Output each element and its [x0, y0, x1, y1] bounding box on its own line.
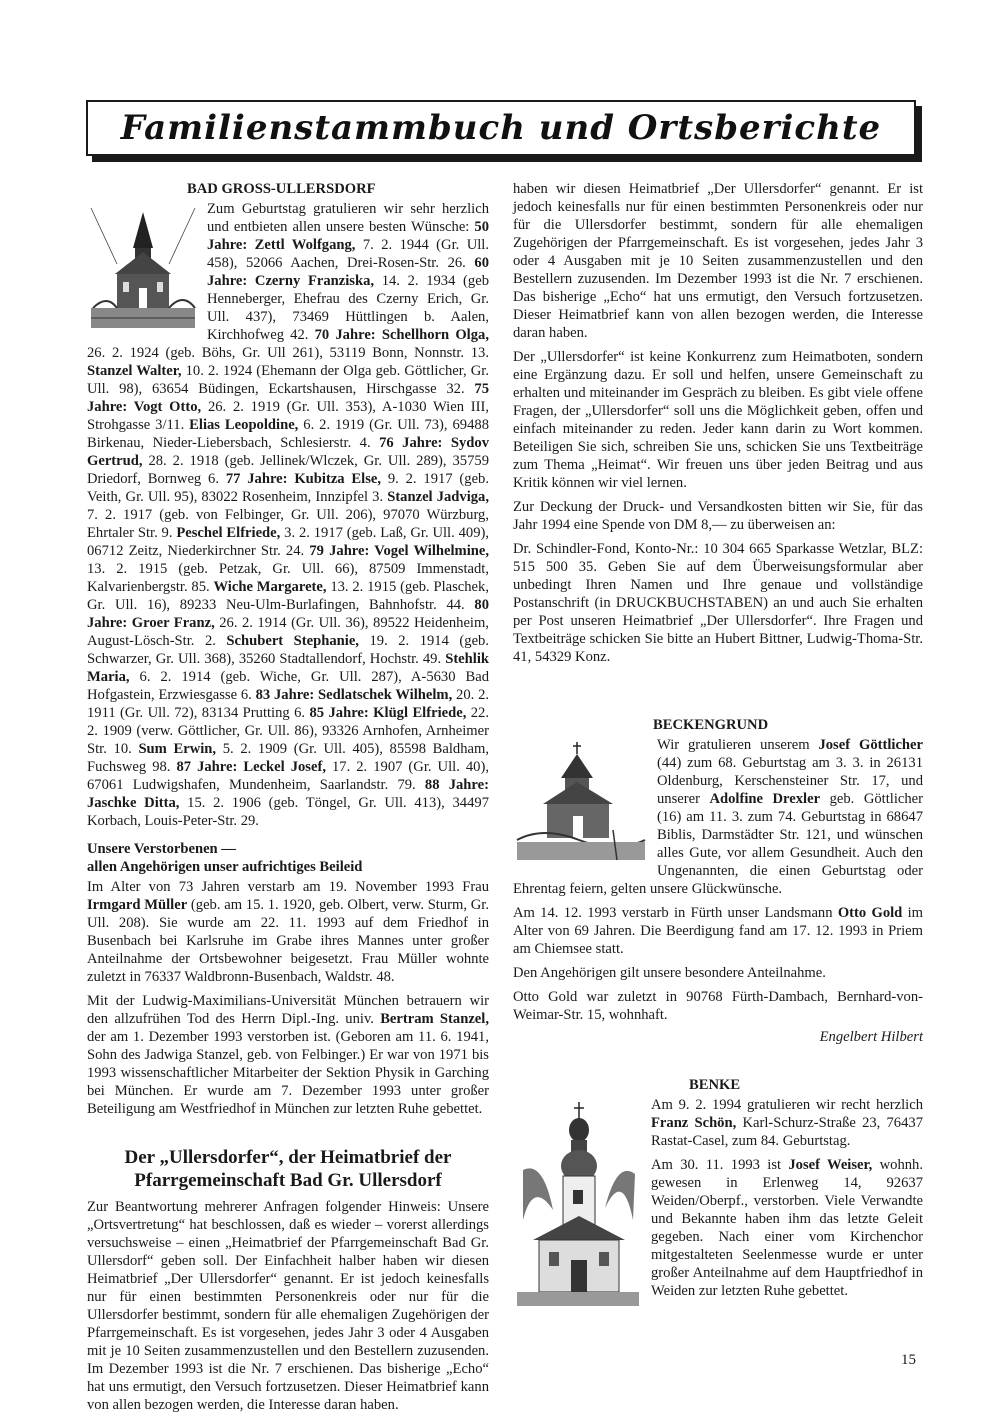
- birthday-details: 3. 2. 1917 (geb. Laß, Gr. Ull. 409), 06712 Zeitz, Niederkirchner Str. 24.: [87, 525, 490, 559]
- page-title: Familienstammbuch und Ortsberichte: [120, 108, 882, 148]
- obituary-heading-line1: Unsere Verstorbenen —: [87, 841, 236, 857]
- birthday-name: Stanzel Walter,: [87, 363, 182, 379]
- heimatbrief-paragraph-2: Der „Ullersdorfer“ ist keine Konkurrenz zum Heimatboten, sondern eine Ergänzung dazu. Er soll und helfen, unsere Gemeinschaft zu erhalten und miteinander im Gespräch zu bleiben. Es gibt viele offene Fragen, der „Ullersdorfer“ soll uns die Möglichkeit geben, offen und einfach miteinander zu reden. Jeder kann darin zu Wort kommen. Beteiligen Sie sich, schreiben Sie uns, schicken Sie uns Textbeiträge zum Thema „Heimat“. Wir freuen uns über jeden Beitrag und aus Kritik können wir viel lernen.: [513, 349, 923, 491]
- birthday-details: 15. 2. 1906 (geb. Töngel, Gr. Ull. 413), 34497 Korbach, Louis-Peter-Str. 29.: [87, 795, 489, 829]
- person-name: Josef Göttlicher: [818, 737, 923, 753]
- birthday-name: 50 Jahre: Zettl Wolfgang,: [207, 219, 489, 253]
- right-column: [513, 180, 924, 1299]
- birthday-details: 17. 2. 1907 (Gr. Ull. 40), 67061 Ludwigshafen, Mundenheim, Saarlandstr. 79.: [87, 759, 489, 793]
- birthday-name: 70 Jahre: Schellhorn Olga,: [314, 327, 489, 343]
- person-name: Otto Gold: [837, 905, 903, 921]
- birthday-details: 7. 2. 1917 (geb. von Felbinger, Gr. Ull. 206), 97070 Würzburg, Ehrtaler Str. 9.: [87, 507, 489, 541]
- text: Im Alter von 73 Jahren verstarb am 19. November 1993 Frau: [87, 879, 489, 895]
- header-banner: [86, 100, 916, 156]
- page-number: 15: [901, 1352, 916, 1368]
- birthday-name: 87 Jahre: Leckel Josef,: [176, 759, 326, 775]
- birthday-name: Stanzel Jadviga,: [387, 489, 489, 505]
- church-tower-illustration: [513, 1100, 643, 1310]
- birthday-name: Schubert Stephanie,: [226, 633, 359, 649]
- birthday-details: 5. 2. 1909 (Gr. Ull. 405), 85598 Baldham, Fuchsweg 98.: [87, 741, 490, 775]
- text: im Alter von 69 Jahren. Die Beerdigung fand am 17. 12. 1993 in Priem am Chiemsee statt.: [513, 905, 924, 957]
- obituary-heading: [87, 840, 489, 876]
- beckengrund-paragraph-4: Otto Gold war zuletzt in 90768 Fürth-Dambach, Bernhard-von-Weimar-Str. 15, wohnhaft.: [513, 989, 923, 1023]
- birthday-name: 77 Jahre: Kubitza Else,: [225, 471, 382, 487]
- birthday-details: 28. 2. 1918 (geb. Jellinek/Wlczek, Gr. Ull. 289), 35759 Driedorf, Bornweg 6.: [87, 453, 489, 487]
- birthday-details: 13. 2. 1915 (geb. Petzak, Gr. Ull. 66), 87509 Immenstadt, Kalvarienbergstr. 85.: [87, 561, 489, 595]
- birthday-details: 9. 2. 1917 (geb. Veith, Gr. Ull. 95), 83022 Rosenheim, Innzipfel 3.: [87, 471, 489, 505]
- text: Wir gratulieren unserem: [657, 737, 819, 753]
- beckengrund-paragraph-3: Den Angehörigen gilt unsere besondere Anteilnahme.: [513, 965, 826, 981]
- section-heading-bad-gross-ullersdorf: BAD GROSS-ULLERSDORF: [187, 181, 376, 197]
- text: (44) zum 68. Geburtstag am 3. 3. in 26131 Oldenburg, Kerschensteiner Str. 17, und unserer: [657, 755, 923, 807]
- text: (geb. am 15. 1. 1920, geb. Olbert, verw. Sturm, Gr. Ull. 208). Sie wurde am 22. 11. 1993 auf dem Friedhof in Busenbach bei Karlsruhe im Grabe ihres Mannes unter großer Anteilnahme der Ortsbewohner beigesetzt. Frau Müller wohnte zuletzt in 76337 Waldbronn-Busenbach, Waldstr. 48.: [87, 897, 489, 985]
- text: Mit der Ludwig-Maximilians-Universität München betrauern wir den allzufrühen Tod des Herrn Dipl.-Ing. univ.: [87, 993, 489, 1027]
- birthday-name: Wiche Margarete,: [213, 579, 327, 595]
- birthday-name: 79 Jahre: Vogel Wilhelmine,: [309, 543, 490, 559]
- text: geb. Göttlicher (16) am 11. 3. zum 74. Geburtstag in 68647 Biblis, Darmstädter Str. 121, und wünschen alles Gute, vor allem Gesundheit. Auch den Ungenannten, die einen Geburtstag oder Ehrentag feiern, gelten unsere Glückwünsche.: [513, 791, 923, 897]
- obituary-heading-line2: allen Angehörigen unser aufrichtiges Beileid: [87, 859, 363, 875]
- birthday-details: 26. 2. 1924 (geb. Böhs, Gr. Ull 261), 53119 Bonn, Nonnstr. 13.: [87, 345, 489, 361]
- person-name: Josef Weiser,: [788, 1157, 873, 1173]
- text: wohnh. gewesen in Erlenweg 14, 92637 Weiden/Oberpf., verstorben. Viele Verwandte und Bekannte haben ihm das letzte Geleit gegeben. Nach einer vom Kirchenchor mitgestalteten Seelenmesse wurde er unter großer Anteilnahme auf dem Hauptfriedhof in Weiden zur letzten Ruhe gebettet.: [651, 1157, 923, 1299]
- person-name: Bertram Stanzel,: [380, 1011, 489, 1027]
- birthday-details: 22. 2. 1909 (verw. Göttlicher, Gr. Ull. 86), 93326 Arnhofen, Arnheimer Str. 10.: [87, 705, 489, 757]
- text: Am 9. 2. 1994 gratulieren wir recht herzlich: [651, 1097, 923, 1113]
- intro-text: Zum Geburtstag gratulieren wir sehr herzlich und entbieten allen unsere besten Wünsche:: [207, 201, 489, 235]
- birthday-details: 19. 2. 1914 (geb. Schwarzer, Gr. Ull. 368), 35260 Stadtallendorf, Hochstr. 49.: [87, 633, 489, 667]
- birthday-name: Peschel Elfriede,: [176, 525, 281, 541]
- birthday-details: 7. 2. 1944 (Gr. Ull. 458), 52066 Aachen, Drei-Rosen-Str. 26.: [207, 237, 489, 271]
- church-illustration: [87, 204, 199, 332]
- birthday-details: 6. 2. 1919 (Gr. Ull. 73), 69488 Birkenau, Nieder-Liebersbach, Schlesierstr. 4.: [87, 417, 489, 451]
- birthday-name: Stehlik Maria,: [87, 651, 489, 685]
- heimatbrief-paragraph-3: Zur Deckung der Druck- und Versandkosten bitten wir Sie, für das Jahr 1994 eine Spende von DM 8,— zu überweisen an:: [513, 499, 923, 533]
- chapel-illustration: [513, 740, 649, 864]
- benke-section: [513, 1076, 923, 1312]
- birthday-name: 83 Jahre: Sedlatschek Wilhelm,: [255, 687, 453, 703]
- birthday-name: Elias Leopoldine,: [189, 417, 299, 433]
- text: Karl-Schurz-Straße 23, 76437 Rastat-Casel, zum 84. Geburtstag.: [651, 1115, 923, 1149]
- text: Am 14. 12. 1993 verstarb in Fürth unser Landsmann: [513, 905, 838, 921]
- birthday-details: 10. 2. 1924 (Ehemann der Olga geb. Göttlicher, Gr. Ull. 98), 63654 Büdingen, Eckartshausen, Hirschgasse 32.: [87, 363, 489, 397]
- obituary-paragraph: [87, 992, 489, 1118]
- birthday-details: 6. 2. 1914 (geb. Wiche, Gr. Ull. 287), A-5630 Bad Hofgastein, Erzwiesgasse 6.: [87, 669, 489, 703]
- birthday-name: 60 Jahre: Czerny Franziska,: [207, 255, 489, 289]
- beckengrund-section: [513, 716, 923, 1046]
- person-name: Franz Schön,: [651, 1115, 737, 1131]
- section-heading-benke: BENKE: [689, 1077, 741, 1093]
- text: Am 30. 11. 1993 ist: [651, 1157, 789, 1173]
- beckengrund-paragraph-2: [513, 904, 923, 958]
- birthday-name: 85 Jahre: Klügl Elfriede,: [309, 705, 467, 721]
- birthday-name: 88 Jahre: Jaschke Ditta,: [87, 777, 489, 811]
- left-column: [87, 180, 490, 1413]
- section-heading-beckengrund: BECKENGRUND: [653, 717, 769, 733]
- birthday-details: 20. 2. 1911 (Gr. Ull. 72), 83134 Prutting 6.: [87, 687, 490, 721]
- person-name: Irmgard Müller: [87, 897, 188, 913]
- birthday-name: 76 Jahre: Sydov Gertrud,: [87, 435, 489, 469]
- obituary-paragraph: [87, 878, 489, 986]
- heimatbrief-paragraph-1: Zur Beantwortung mehrerer Anfragen folgender Hinweis: Unsere „Ortsvertretung“ hat beschlossen, daß es wieder – vorerst allerdings versuchsweise – einen „Heimatbrief der Pfarrgemeinschaft Bad Gr. Ullersdorf“ geben soll. Der Einfachheit halber haben wir diesen Heimatbrief „Der Ullersdorfer“ genannt. Er ist jedoch keinesfalls nur für einen bestimmten Personenkreis oder nur für die Ullersdorfer bestimmt, sondern für alle ehemaligen Zugehörigen der Pfarrgemeinschaft. Es ist vorgesehen, jedes Jahr 3 oder 4 Ausgaben mit je 10 Seiten zusammenzustellen und den Bestellern zuzusenden. Im Dezember 1993 ist die Nr. 7 erschienen. Das bisherige „Echo“ hat uns ermutigt, den Versuch fortzusetzen. Dieser Heimatbrief kann von allen bezogen werden, die Interesse daran haben.: [87, 1199, 489, 1413]
- birthday-details: 13. 2. 1915 (geb. Plaschek, Gr. Ull. 16), 89233 Neu-Ulm-Burlafingen, Bahnhofstr. 44.: [87, 579, 489, 613]
- heimatbrief-paragraph-4: Dr. Schindler-Fond, Konto-Nr.: 10 304 665 Sparkasse Wetzlar, BLZ: 515 500 35. Geben Sie auf dem Überweisungsformular aber unbedingt Ihren Namen und Ihre genaue und vollständige Postanschrift (in DRUCKBUCHSTABEN) an und auch Sie erhalten per Post unseren Heimatbrief „Der Ullersdorfer“. Ihre Fragen und Textbeiträge schicken Sie bitte an Hubert Bittner, Ludwig-Thoma-Str. 41, 54329 Konz.: [513, 541, 923, 665]
- birthday-name: 75 Jahre: Vogt Otto,: [87, 381, 489, 415]
- article-title-heimatbrief: Der „Ullersdorfer“, der Heimatbrief der Pfarrgemeinschaft Bad Gr. Ullersdorf: [124, 1147, 452, 1191]
- birthday-details: 14. 2. 1934 (geb Henneberger, Ehefrau des Czerny Erich, Gr. Ull. 437), 73469 Hüttlingen b. Aalen, Kirchhofweg 42.: [207, 273, 489, 343]
- heimatbrief-continued: haben wir diesen Heimatbrief „Der Ullersdorfer“ genannt. Er ist jedoch keinesfalls nur für einen bestimmten Personenkreis oder nur für die Ullersdorfer bestimmt, sondern für alle ehemaligen Zugehörigen der Pfarrgemeinschaft. Es ist vorgesehen, jedes Jahr 3 oder 4 Ausgaben mit je 10 Seiten zusammenzustellen und den Bestellern zuzusenden. Im Dezember 1993 ist die Nr. 7 erschienen. Das bisherige „Echo“ hat uns ermutigt, den Versuch fortzusetzen. Dieser Heimatbrief kann von allen bezogen werden, die Interesse daran haben.: [513, 181, 923, 341]
- person-name: Adolfine Drexler: [709, 791, 821, 807]
- birthday-details: 26. 2. 1914 (Gr. Ull. 36), 89522 Heidenheim, August-Lösch-Str. 2.: [87, 615, 489, 649]
- birthday-details: 26. 2. 1919 (Gr. Ull. 353), A-1030 Wien III, Strohgasse 3/11.: [87, 399, 489, 433]
- birthday-name: Sum Erwin,: [138, 741, 217, 757]
- birthday-name: 80 Jahre: Groer Franz,: [87, 597, 489, 631]
- author-signature: Engelbert Hilbert: [819, 1029, 923, 1045]
- text: der am 1. Dezember 1993 verstorben ist. (Geboren am 11. 6. 1941, Sohn des Jadwiga Stanzel, geb. von Felbinger.) Er war von 1971 bis 1993 wissenschaftlicher Mitarbeiter der Sektion Physik in Garching bei München. Er wurde am 7. Dezember 1993 unter großer Beteiligung am Westfriedhof in München zur letzten Ruhe gebettet.: [87, 1029, 489, 1117]
